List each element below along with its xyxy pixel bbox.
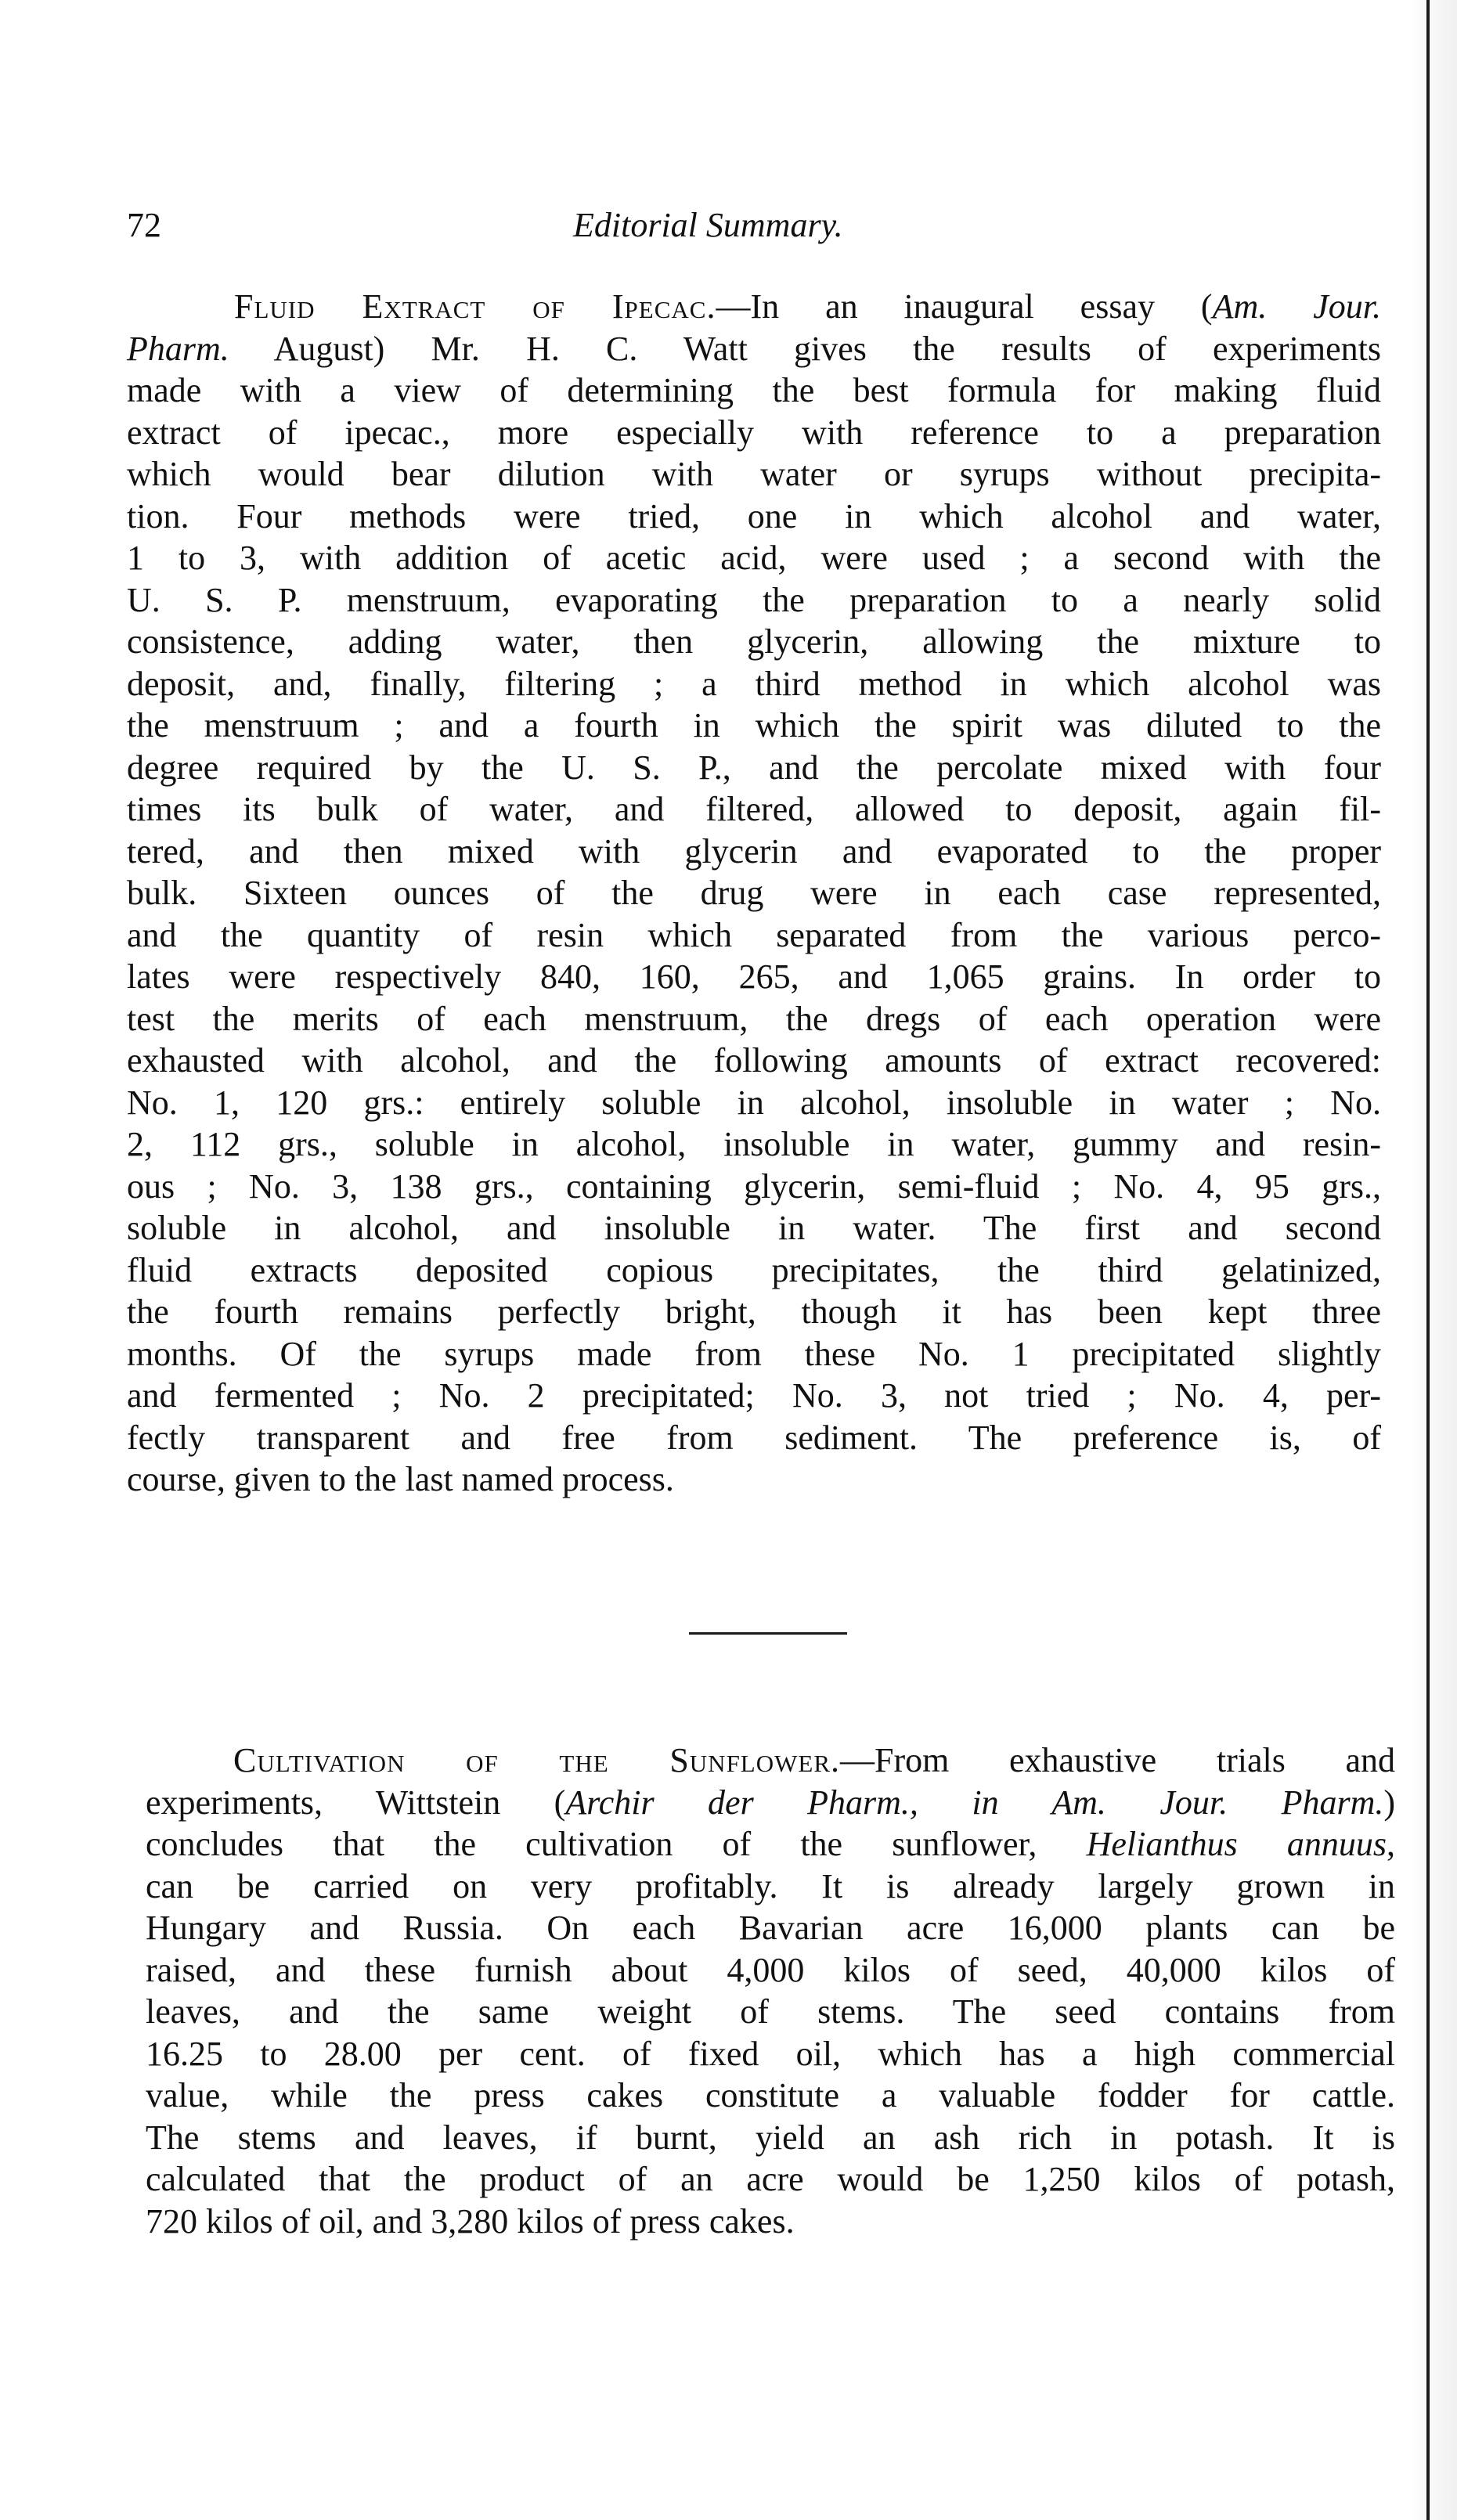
text-line [127, 537, 1381, 579]
line-text: can be carried on very profitably. It is already largely grown in [146, 1866, 1395, 1905]
line-text: the fourth remains perfectly bright, though it has been kept three [127, 1292, 1381, 1331]
line-text: 16.25 to 28.00 per cent. of fixed oil, which has a high commercial [146, 2034, 1395, 2073]
line-text: 1 to 3, with addition of acetic acid, were used ; a second with the [127, 539, 1381, 577]
line-text: which would bear dilution with water or syrups without precipita- [127, 455, 1381, 493]
text-line [127, 286, 1381, 328]
article-cultivation-of-the-sunflower [146, 1739, 1395, 2242]
binding-shadow [1409, 0, 1457, 2520]
line-text: extract of ipecac., more especially with reference to a preparation [127, 413, 1381, 452]
text-line [146, 1949, 1395, 1992]
article-title: Cultivation of the Sunflower. [233, 1741, 841, 1779]
line-text: lates were respectively 840, 160, 265, and 1,065 grains. In order to [127, 957, 1381, 996]
italic-citation: Am. Jour. [1212, 287, 1381, 326]
text-line [127, 747, 1381, 789]
text-line [127, 956, 1381, 998]
line-text: Hungary and Russia. On each Bavarian acre 16,000 plants can be [146, 1909, 1395, 1947]
text-line [127, 1123, 1381, 1166]
line-text: months. Of the syrups made from these No. 1 precipitated slightly [127, 1334, 1381, 1373]
section-divider [689, 1632, 847, 1635]
line-text: tion. Four methods were tried, one in which alcohol and water, [127, 496, 1381, 535]
line-text: raised, and these furnish about 4,000 kilos of seed, 40,000 kilos of [146, 1950, 1395, 1989]
text-line [127, 872, 1381, 914]
text-line [127, 998, 1381, 1040]
line-text: made with a view of determining the best formula for making fluid [127, 371, 1381, 409]
text-line [127, 1417, 1381, 1459]
binding-edge [1426, 0, 1430, 2520]
text-line [127, 621, 1381, 663]
text-line [127, 453, 1381, 496]
text-line [127, 412, 1381, 454]
text-line [146, 2033, 1395, 2075]
line-text: and the quantity of resin which separated from the various perco- [127, 915, 1381, 954]
line-text: , [1387, 1825, 1395, 1863]
text-line [127, 1082, 1381, 1124]
text-line [127, 1166, 1381, 1208]
text-line [146, 2201, 1395, 2243]
italic-citation: Helianthus annuus [1086, 1825, 1387, 1863]
text-line [127, 579, 1381, 622]
italic-citation: Pharm. [127, 329, 229, 368]
line-text: The stems and leaves, if burnt, yield an ash rich in potash. It is [146, 2118, 1395, 2157]
line-text: ) [1383, 1783, 1395, 1822]
text-line [127, 1040, 1381, 1082]
text-line [146, 2075, 1395, 2117]
line-text: 720 kilos of oil, and 3,280 kilos of press cakes. [146, 2201, 795, 2241]
line-text: No. 1, 120 grs.: entirely soluble in alcohol, insoluble in water ; No. [127, 1083, 1381, 1122]
line-text: test the merits of each menstruum, the dregs of each operation were [127, 999, 1381, 1038]
line-text: ous ; No. 3, 138 grs., containing glycerin, semi-fluid ; No. 4, 95 grs., [127, 1166, 1381, 1206]
line-text: deposit, and, finally, filtering ; a third method in which alcohol was [127, 664, 1381, 703]
article-fluid-extract-of-ipecac [127, 286, 1381, 1501]
text-line [127, 1207, 1381, 1249]
article-title: Fluid Extract of Ipecac. [234, 287, 716, 326]
text-line [146, 1907, 1395, 1949]
line-text: times its bulk of water, and filtered, allowed to deposit, again fil- [127, 790, 1381, 828]
text-line [146, 1991, 1395, 2033]
text-line [146, 1782, 1395, 1824]
text-line [127, 705, 1381, 747]
text-line [127, 1375, 1381, 1417]
line-text: —From exhaustive trials and [840, 1741, 1396, 1779]
line-text: 2, 112 grs., soluble in alcohol, insoluble in water, gummy and resin- [127, 1125, 1381, 1163]
page-number: 72 [127, 206, 161, 244]
line-text: experiments, Wittstein ( [146, 1783, 566, 1822]
line-text: calculated that the product of an acre would be 1,250 kilos of potash, [146, 2160, 1395, 2198]
italic-citation: Archir der Pharm., in Am. Jour. Pharm. [565, 1783, 1384, 1822]
page-header [127, 205, 1379, 252]
line-text: tered, and then mixed with glycerin and evaporated to the proper [127, 831, 1381, 871]
line-text: leaves, and the same weight of stems. The seed contains from [146, 1992, 1395, 2031]
text-line [127, 914, 1381, 957]
text-line [146, 1866, 1395, 1908]
line-text: exhausted with alcohol, and the following amounts of extract recovered: [127, 1041, 1381, 1080]
text-line [127, 663, 1381, 705]
text-line [127, 1458, 1381, 1501]
line-text: U. S. P. menstruum, evaporating the preparation to a nearly solid [127, 580, 1381, 619]
text-line [146, 1823, 1395, 1866]
line-text: soluble in alcohol, and insoluble in water. The first and second [127, 1209, 1381, 1247]
line-text: concludes that the cultivation of the sunflower, [146, 1825, 1087, 1863]
line-text: degree required by the U. S. P., and the percolate mixed with four [127, 748, 1381, 787]
line-text: fluid extracts deposited copious precipitates, the third gelatinized, [127, 1250, 1381, 1289]
line-text: and fermented ; No. 2 precipitated; No. 3, not tried ; No. 4, per- [127, 1376, 1381, 1415]
text-line [127, 1249, 1381, 1292]
text-line [127, 1333, 1381, 1375]
text-line [146, 2117, 1395, 2159]
line-text: August) Mr. H. C. Watt gives the results of experiments [229, 329, 1381, 368]
text-line [146, 2158, 1395, 2201]
text-line [127, 328, 1381, 370]
text-line [127, 370, 1381, 412]
text-line [127, 788, 1381, 831]
text-line [127, 831, 1381, 873]
line-text: value, while the press cakes constitute a valuable fodder for cattle. [146, 2076, 1395, 2114]
line-text: —In an inaugural essay ( [716, 287, 1213, 326]
text-line [127, 1291, 1381, 1333]
line-text: the menstruum ; and a fourth in which the spirit was diluted to the [127, 706, 1381, 744]
running-head: Editorial Summary. [573, 206, 843, 244]
line-text: bulk. Sixteen ounces of the drug were in each case represented, [127, 874, 1381, 912]
line-text: consistence, adding water, then glycerin, allowing the mixture to [127, 622, 1381, 661]
text-line [127, 496, 1381, 538]
text-line [146, 1739, 1395, 1782]
line-text: course, given to the last named process. [127, 1460, 674, 1498]
line-text: fectly transparent and free from sediment. The preference is, of [127, 1418, 1381, 1457]
